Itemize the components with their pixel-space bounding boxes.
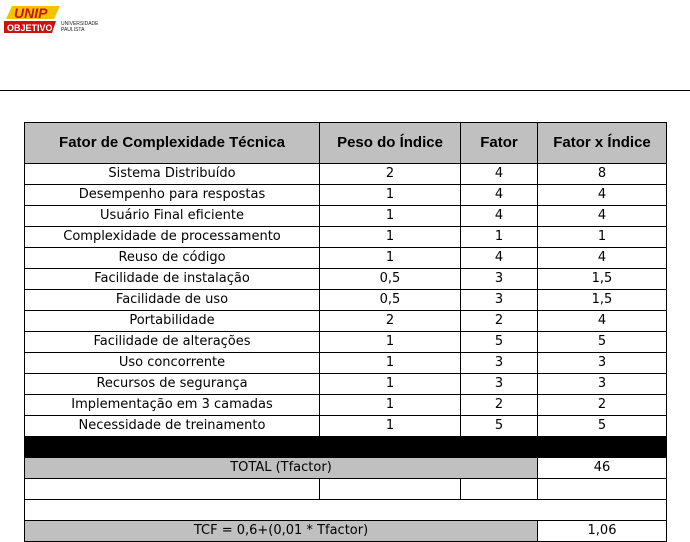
table-row — [25, 248, 667, 269]
header-value: Fator — [461, 123, 538, 164]
factor-name: Recursos de segurança — [25, 374, 320, 395]
factor-weight: 1 — [320, 206, 461, 227]
factor-product: 1,5 — [538, 290, 667, 311]
table-row — [25, 164, 667, 185]
factor-value: 5 — [461, 416, 538, 437]
factor-product: 8 — [538, 164, 667, 185]
logo-university-line1: UNIVERSIDADE — [61, 21, 99, 27]
factor-weight: 1 — [320, 374, 461, 395]
factor-weight: 2 — [320, 311, 461, 332]
table-row — [25, 206, 667, 227]
factor-value: 3 — [461, 353, 538, 374]
tcf-value: 1,06 — [538, 521, 667, 542]
logo-university-line2: PAULISTA — [61, 27, 85, 33]
gap-row — [25, 500, 667, 521]
factor-value: 4 — [461, 185, 538, 206]
factor-name: Desempenho para respostas — [25, 185, 320, 206]
table-row — [25, 374, 667, 395]
factor-value: 3 — [461, 374, 538, 395]
factor-value: 2 — [461, 395, 538, 416]
factor-name: Facilidade de instalação — [25, 269, 320, 290]
factor-product: 4 — [538, 311, 667, 332]
factor-name: Uso concorrente — [25, 353, 320, 374]
header-weight: Peso do Índice — [320, 123, 461, 164]
factor-weight: 1 — [320, 185, 461, 206]
blank-cell — [320, 479, 461, 500]
blank-cell — [461, 479, 538, 500]
table-header-row — [25, 123, 667, 164]
factor-weight: 1 — [320, 332, 461, 353]
factor-value: 4 — [461, 164, 538, 185]
unip-logo — [4, 4, 134, 36]
factor-weight: 1 — [320, 227, 461, 248]
factor-weight: 1 — [320, 416, 461, 437]
factor-value: 3 — [461, 269, 538, 290]
factor-product: 3 — [538, 353, 667, 374]
technical-complexity-table — [24, 122, 667, 542]
factor-value: 4 — [461, 248, 538, 269]
factor-name: Portabilidade — [25, 311, 320, 332]
factor-name: Complexidade de processamento — [25, 227, 320, 248]
separator-row — [25, 437, 667, 458]
table-row — [25, 353, 667, 374]
total-label: TOTAL (Tfactor) — [25, 458, 538, 479]
header-product: Fator x Índice — [538, 123, 667, 164]
table-row — [25, 185, 667, 206]
factor-value: 1 — [461, 227, 538, 248]
header-divider — [0, 90, 690, 91]
factor-value: 2 — [461, 311, 538, 332]
header-factor: Fator de Complexidade Técnica — [25, 123, 320, 164]
factor-weight: 1 — [320, 248, 461, 269]
factor-name: Facilidade de alterações — [25, 332, 320, 353]
tcf-row — [25, 521, 667, 542]
factor-value: 5 — [461, 332, 538, 353]
factor-value: 3 — [461, 290, 538, 311]
logo-sub: OBJETIVO — [7, 23, 53, 33]
logo-brand: UNIP — [14, 5, 48, 21]
table-row — [25, 227, 667, 248]
factor-product: 1,5 — [538, 269, 667, 290]
total-value: 46 — [538, 458, 667, 479]
tcf-label: TCF = 0,6+(0,01 * Tfactor) — [25, 521, 538, 542]
blank-cell — [538, 479, 667, 500]
factor-product: 3 — [538, 374, 667, 395]
factor-weight: 0,5 — [320, 269, 461, 290]
factor-name: Implementação em 3 camadas — [25, 395, 320, 416]
factor-product: 5 — [538, 416, 667, 437]
table-row — [25, 290, 667, 311]
blank-row — [25, 479, 667, 500]
factor-product: 1 — [538, 227, 667, 248]
factor-product: 4 — [538, 206, 667, 227]
table-row — [25, 332, 667, 353]
separator-cell — [25, 437, 667, 458]
factor-name: Usuário Final eficiente — [25, 206, 320, 227]
factor-product: 4 — [538, 248, 667, 269]
factor-value: 4 — [461, 206, 538, 227]
blank-cell — [25, 479, 320, 500]
factor-product: 5 — [538, 332, 667, 353]
factor-weight: 1 — [320, 395, 461, 416]
factor-product: 4 — [538, 185, 667, 206]
factor-product: 2 — [538, 395, 667, 416]
table-row — [25, 269, 667, 290]
total-row — [25, 458, 667, 479]
table-row — [25, 311, 667, 332]
unip-logo-graphic — [4, 4, 134, 36]
factor-weight: 2 — [320, 164, 461, 185]
factor-weight: 1 — [320, 353, 461, 374]
table-row — [25, 395, 667, 416]
factor-name: Necessidade de treinamento — [25, 416, 320, 437]
factor-name: Facilidade de uso — [25, 290, 320, 311]
factor-weight: 0,5 — [320, 290, 461, 311]
table-row — [25, 416, 667, 437]
gap-cell — [25, 500, 667, 521]
factor-name: Reuso de código — [25, 248, 320, 269]
factor-name: Sistema Distribuído — [25, 164, 320, 185]
